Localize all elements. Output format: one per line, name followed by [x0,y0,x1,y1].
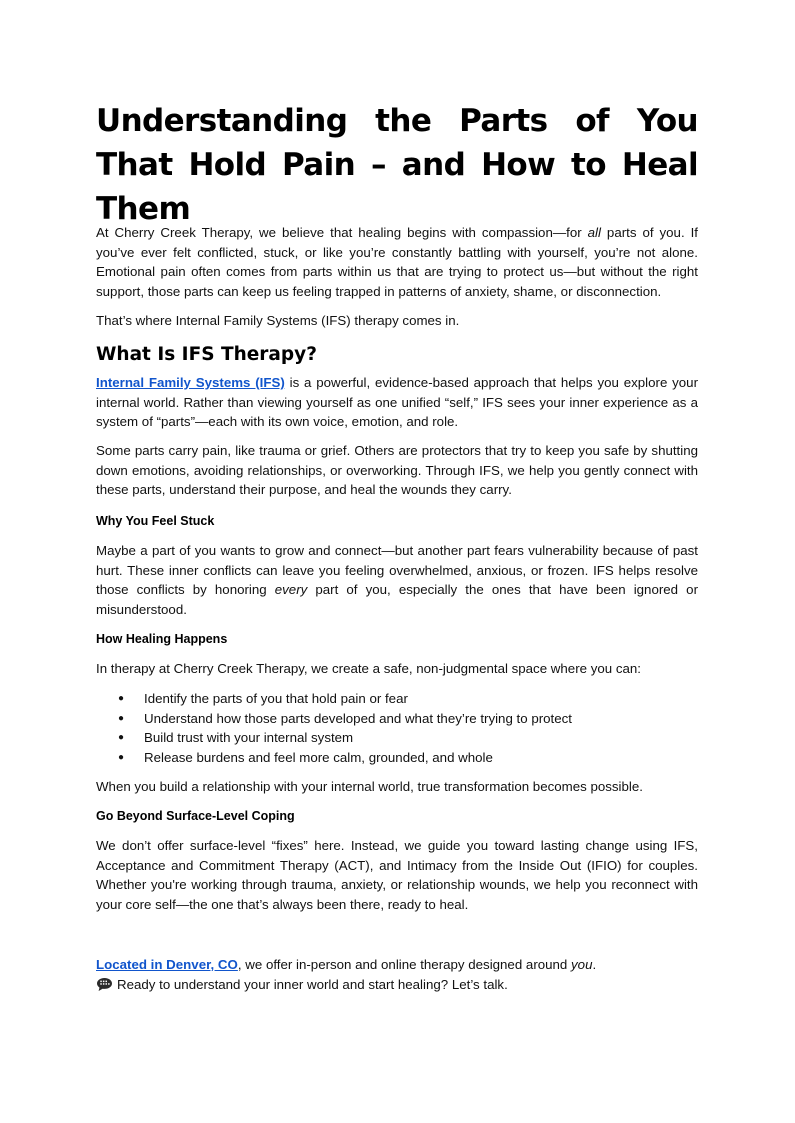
stuck-text: Maybe a part of you wants to grow and connect—but another part fears vulnerability because of past hurt. These inner conflicts can leave you feeling overwhelmed, anxious, or frozen. IFS helps resolve those conflicts by honoring [96,543,698,597]
ifs-heading: What Is IFS Therapy? [96,344,317,365]
stuck-heading: Why You Feel Stuck [96,514,215,528]
ifs-paragraph-2: Some parts carry pain, like trauma or grief. Others are protectors that try to keep you safe by shutting down emotions, avoiding relationships, or overworking. Through IFS, we help you gently connect with these parts, understand their purpose, and heal the wounds they carry. [96,443,698,497]
healing-list [96,689,698,767]
beyond-paragraph: We don’t offer surface-level “fixes” here. Instead, we guide you toward lasting change using IFS, Acceptance and Commitment Therapy (ACT), and Intimacy from the Inside Out (IFIO) for couples. Whether you're working through trauma, anxiety, or relationship wounds, we help you reconnect with your core self—the one that’s always been there, ready to heal. [96,838,698,912]
bullet-icon: ● [118,751,125,763]
stuck-emphasis: every [274,582,308,597]
location-text: , we offer in-person and online therapy designed around [237,957,572,972]
ifs-paragraph-1 [96,373,698,432]
bullet-icon: ● [118,693,125,704]
healing-heading: How Healing Happens [96,632,228,646]
list-item [96,689,698,709]
list-item-text: Identify the parts of you that hold pain or fear [144,691,408,706]
ifs-link[interactable]: Internal Family Systems (IFS) [96,375,285,390]
list-item [96,728,698,748]
bullet-icon: ● [118,732,125,743]
cta-text: Ready to understand your inner world and start healing? Let’s talk. [117,977,508,992]
bullet-icon: ● [118,712,125,724]
ifs-text: is a powerful, evidence-based approach that helps you explore your internal world. Rather than viewing yourself as one unified “self,” IFS sees your inner experience as a system of “parts”—each with its own voice, emotion, and role. [96,375,699,429]
location-emphasis: you [571,957,593,972]
intro-emphasis: all [587,225,601,240]
list-item-text: Release burdens and feel more calm, grounded, and whole [144,749,493,765]
speech-bubble-icon [96,977,113,998]
list-item [96,748,698,768]
intro-text-continued: parts of you. If you’ve ever felt conflicted, stuck, or like you’re constantly battling with yourself, you’re not alone. Emotional pain often comes from parts within us that are trying to protect us—but without the right support, those parts can keep us feeling trapped in patterns of anxiety, shame, or disconnection. [96,225,699,299]
location-period: . [592,957,597,972]
healing-outro: When you build a relationship with your internal world, true transformation becomes possible. [96,779,643,794]
intro-paragraph-2: That’s where Internal Family Systems (IFS) therapy comes in. [96,313,460,328]
stuck-text-continued: part of you, especially the ones that have been ignored or misunderstood. [96,582,698,617]
location-link[interactable]: Located in Denver, CO [96,957,238,972]
footer-cta-line [96,975,698,998]
footer-location-line [96,955,698,975]
list-item-text: Understand how those parts developed and what they’re trying to protect [144,710,572,726]
beyond-heading: Go Beyond Surface-Level Coping [96,809,295,823]
list-item-text: Build trust with your internal system [144,730,354,745]
page-title: Understanding the Parts of You That Hold Pain – and How to Heal Them [96,103,698,227]
intro-paragraph-1 [96,223,698,301]
healing-intro: In therapy at Cherry Creek Therapy, we create a safe, non-judgmental space where you can: [96,661,641,676]
list-item [96,709,698,729]
stuck-paragraph [96,541,698,619]
intro-text: At Cherry Creek Therapy, we believe that healing begins with compassion—for [96,225,588,240]
